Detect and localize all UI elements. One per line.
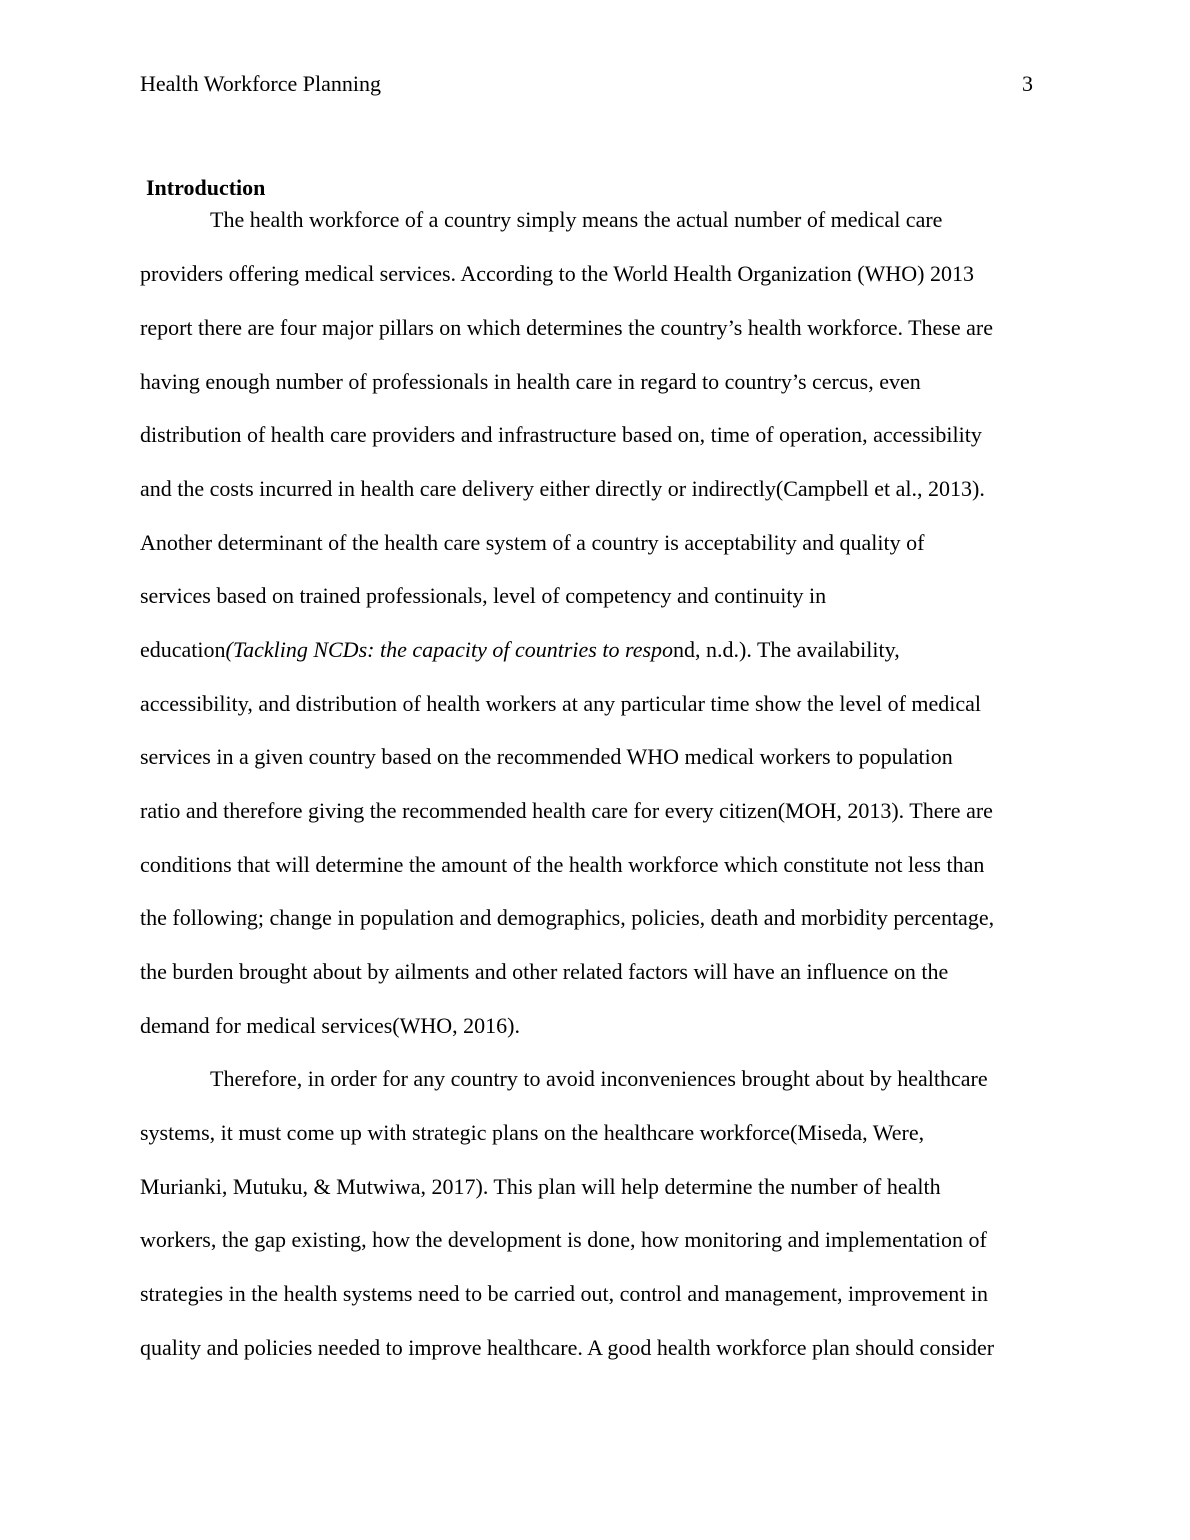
paragraph-2-line-3: Murianki, Mutuku, & Mutwiwa, 2017). This plan will help determine the number of health [140, 1174, 941, 1199]
italic-citation-text: (Tackling NCDs: the capacity of countries to respo [225, 637, 674, 662]
line-9-end-text: nd, n.d.). The availability, [673, 637, 900, 662]
paragraph-1-line-4: having enough number of professionals in health care in regard to country’s cercus, even [140, 369, 921, 394]
line-9-start-text: education [140, 637, 226, 662]
paragraph-1-line-8: services based on trained professionals, level of competency and continuity in [140, 583, 827, 608]
paragraph-1-line-11: services in a given country based on the recommended WHO medical workers to population [140, 744, 953, 769]
paragraph-1-line-1: The health workforce of a country simply means the actual number of medical care [210, 207, 943, 232]
paragraph-2-line-5: strategies in the health systems need to be carried out, control and management, improvement in [140, 1281, 988, 1306]
paragraph-2-line-2: systems, it must come up with strategic plans on the healthcare workforce(Miseda, Were, [140, 1120, 925, 1145]
paragraph-1-line-6: and the costs incurred in health care delivery either directly or indirectly(Campbell et al., 2013). [140, 476, 985, 501]
paragraph-2-line-4: workers, the gap existing, how the development is done, how monitoring and implementation of [140, 1227, 987, 1252]
paragraph-1-line-14: the following; change in population and demographics, policies, death and morbidity percentage, [140, 905, 995, 930]
paragraph-1-line-10: accessibility, and distribution of health workers at any particular time show the level of medical [140, 691, 982, 716]
paragraph-1-line-12: ratio and therefore giving the recommended health care for every citizen(MOH, 2013). There are [140, 798, 993, 823]
paragraph-2-line-6: quality and policies needed to improve healthcare. A good health workforce plan should consider [140, 1335, 995, 1360]
page-number: 3 [1022, 71, 1033, 96]
paragraph-1-line-16: demand for medical services(WHO, 2016). [140, 1013, 520, 1038]
paragraph-1-line-7: Another determinant of the health care system of a country is acceptability and quality of [140, 530, 925, 555]
paragraph-1-line-15: the burden brought about by ailments and other related factors will have an influence on the [140, 959, 949, 984]
paragraph-1-line-3: report there are four major pillars on which determines the country’s health workforce. These are [140, 315, 993, 340]
paragraph-1-line-13: conditions that will determine the amount of the health workforce which constitute not less than [140, 852, 985, 877]
paragraph-1-line-2: providers offering medical services. According to the World Health Organization (WHO) 2013 [140, 261, 974, 286]
running-header-title: Health Workforce Planning [140, 71, 381, 96]
paragraph-2-line-1: Therefore, in order for any country to avoid inconveniences brought about by healthcare [210, 1066, 988, 1091]
paragraph-1-line-9 [140, 636, 900, 664]
paragraph-1-line-5: distribution of health care providers and infrastructure based on, time of operation, accessibility [140, 422, 982, 447]
section-heading-introduction: Introduction [146, 175, 266, 200]
